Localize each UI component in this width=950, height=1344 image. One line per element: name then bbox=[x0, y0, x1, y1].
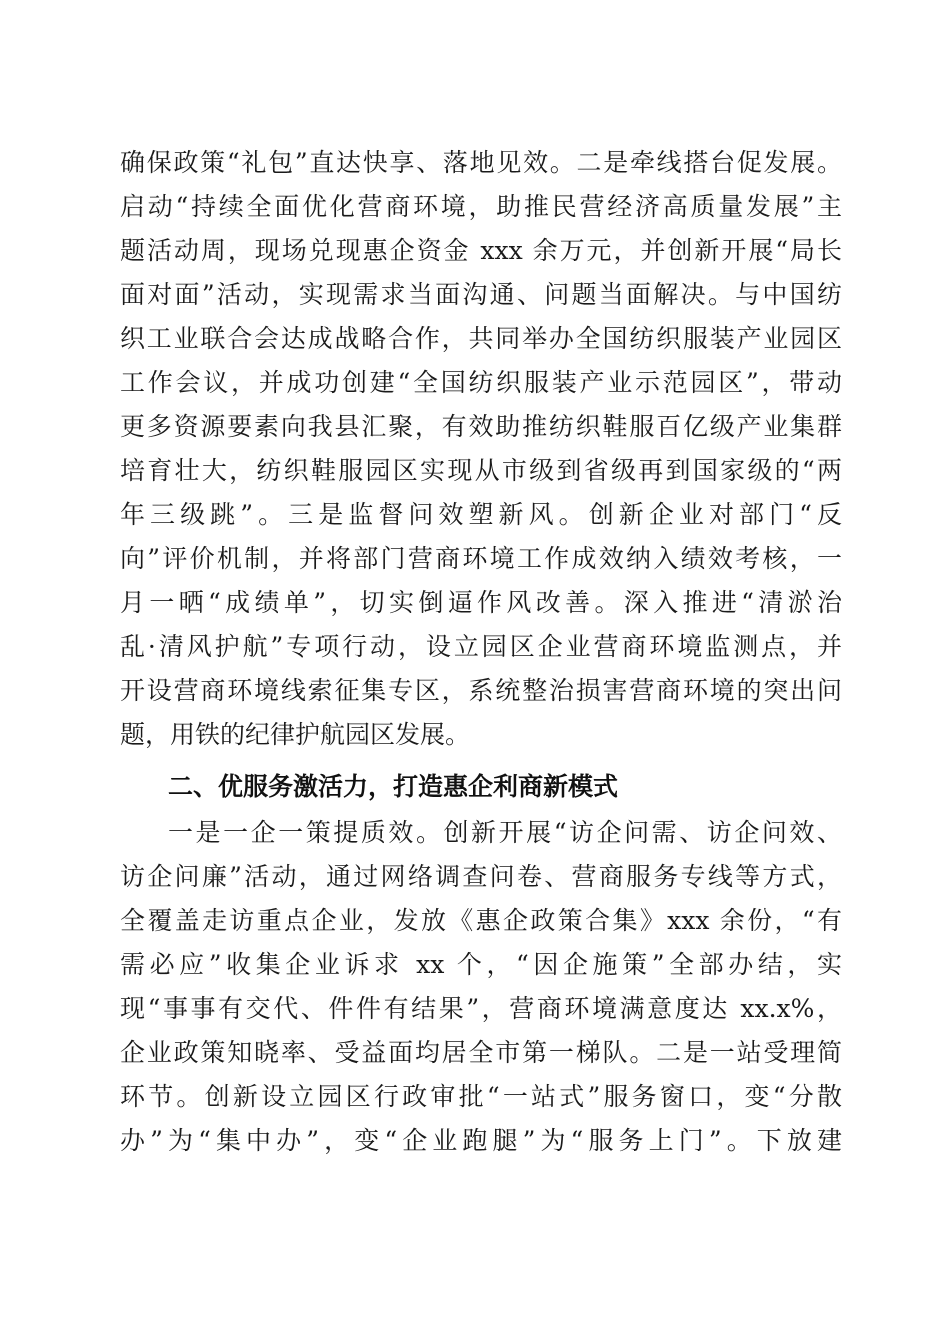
body-text-line: 织工业联合会达成战略合作，共同举办全国纺织服装产业园区 bbox=[120, 324, 842, 353]
body-text-line: 企业政策知晓率、受益面均居全市第一梯队。二是一站受理简 bbox=[120, 1038, 842, 1067]
body-text-line: 面对面”活动，实现需求当面沟通、问题当面解决。与中国纺 bbox=[120, 280, 842, 309]
body-text-line: 乱·清风护航”专项行动，设立园区企业营商环境监测点，并 bbox=[120, 632, 842, 661]
body-text-line: 向”评价机制，并将部门营商环境工作成效纳入绩效考核，一 bbox=[120, 544, 842, 573]
body-text-line: 开设营商环境线索征集专区，系统整治损害营商环境的突出问 bbox=[120, 676, 842, 705]
body-text-line: 月一晒“成绩单”，切实倒逼作风改善。深入推进“清淤治 bbox=[120, 588, 842, 617]
body-text-line: 办”为“集中办”，变“企业跑腿”为“服务上门”。下放建 bbox=[120, 1126, 842, 1155]
body-text-line: 题活动周，现场兑现惠企资金 xxx 余万元，并创新开展“局长 bbox=[120, 236, 842, 265]
body-text-line: 年三级跳”。三是监督问效塑新风。创新企业对部门“反 bbox=[120, 500, 842, 529]
body-text-line: 需必应”收集企业诉求 xx 个，“因企施策”全部办结，实 bbox=[120, 950, 842, 979]
body-text-line: 访企问廉”活动，通过网络调查问卷、营商服务专线等方式， bbox=[120, 862, 842, 891]
body-text-line: 更多资源要素向我县汇聚，有效助推纺织鞋服百亿级产业集群 bbox=[120, 412, 842, 441]
body-text-line: 全覆盖走访重点企业，发放《惠企政策合集》xxx 余份，“有 bbox=[120, 906, 842, 935]
body-text-line: 培育壮大，纺织鞋服园区实现从市级到省级再到国家级的“两 bbox=[120, 456, 842, 485]
body-text-line: 环节。创新设立园区行政审批“一站式”服务窗口，变“分散 bbox=[120, 1082, 842, 1111]
body-text-line: 一是一企一策提质效。创新开展“访企问需、访企问效、 bbox=[168, 818, 842, 847]
body-text-line: 启动“持续全面优化营商环境，助推民营经济高质量发展”主 bbox=[120, 192, 842, 221]
body-text-line: 工作会议，并成功创建“全国纺织服装产业示范园区”，带动 bbox=[120, 368, 842, 397]
body-text-line: 题，用铁的纪律护航园区发展。 bbox=[120, 720, 471, 749]
section-heading: 二、优服务激活力，打造惠企利商新模式 bbox=[168, 772, 619, 801]
body-text-line: 现“事事有交代、件件有结果”，营商环境满意度达 xx.x%， bbox=[120, 994, 842, 1023]
body-text-line: 确保政策“礼包”直达快享、落地见效。二是牵线搭台促发展。 bbox=[120, 148, 842, 177]
